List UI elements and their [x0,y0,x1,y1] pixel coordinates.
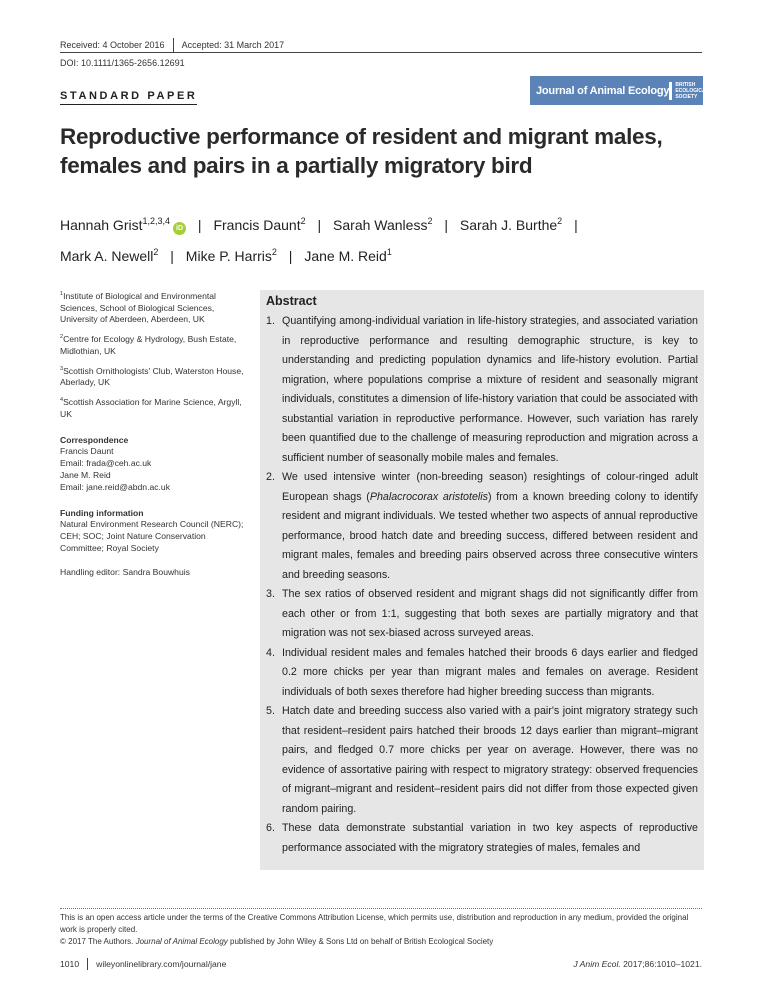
author-affiliation-ref: 1,2,3,4 [142,216,171,226]
author-name[interactable]: Sarah Wanless [333,217,428,233]
page-number: 1010 [60,959,80,969]
article-title [60,122,710,180]
society-logo-text: BRITISH ECOLOGICAL SOCIETY [675,81,709,100]
abstract-point: 5. Hatch date and breeding success also varied with a pair's joint migratory strategy such that resident–resident pairs hatched their broods 12 days earlier than migrant–migrant pairs, and fledged 0.7 more chicks per year on average. However, there was no evidence of assortative pairing with respect to migratory strategy: observed frequencies of migrant–migrant and resident–resident pairs did not differ from those expected given random pairing. [266,705,698,815]
author-name[interactable]: Sarah J. Burthe [459,217,558,233]
footer-separator [87,958,88,970]
affiliation-item: $^3$Scottish Ornithologists' Club, Waterston House, Aberlady, UK [60,365,244,388]
page-footer [60,958,702,970]
author-separator: | [317,217,322,233]
author-name[interactable]: Francis Daunt [213,217,301,233]
correspondence-email[interactable]: Email: jane.reid@abdn.ac.uk [60,481,170,492]
affiliation-item: $^4$Scottish Association for Marine Science, Argyll, UK [60,397,242,419]
date-separator [173,38,174,52]
title-line-2: females and pairs in a partially migratory bird [60,153,533,178]
abstract-box [260,290,704,870]
society-logo-mark [669,82,672,100]
author-affiliation-ref: 2 [153,247,159,257]
correspondence-heading: Correspondence [60,434,129,445]
title-line-1: Reproductive performance of resident and migrant males, [60,124,663,149]
society-logo [669,82,708,100]
orcid-icon[interactable]: iD [173,222,186,235]
correspondence-name: Jane M. Reid [60,470,111,480]
copyright-text: © 2017 The Authors. Journal of Animal Ecology published by John Wiley & Sons Ltd on behalf of British Ecological Society [60,937,494,946]
article-type: STANDARD PAPER [60,90,197,105]
correspondence-name: Francis Daunt [60,446,114,457]
journal-url[interactable]: wileyonlinelibrary.com/journal/jane [96,959,227,969]
citation: J Anim Ecol. 2017;86:1010–1021. [573,959,702,969]
header-rule [60,52,702,53]
abstract-point: 2. We used intensive winter (non-breeding season) resightings of colour-ringed adult European shags (Phalacrocorax aristotelis) from a known breeding colony to identify resident and migrant individuals. We tested whether two aspects of annual reproductive performance, brood hatch date and breeding success, differed between resident and migrant males, females and breeding pairs observed across three consecutive winters and breeding seasons. [266,471,698,581]
author-separator: | [288,248,293,264]
abstract-point: 4. Individual resident males and females hatched their broods 6 days earlier and fledged 0.2 more chicks per year than migrant males and females on average. Resident individuals of both sexes therefore had higher breeding success than migrants. [266,646,698,698]
doi[interactable]: DOI: 10.1111/1365-2656.12691 [60,58,185,68]
affiliation-item: $^2$Centre for Ecology & Hydrology, Bush Estate, Midlothian, UK [60,334,237,356]
abstract-heading: Abstract [266,294,317,308]
sidebar-info [60,289,250,579]
handling-editor: Handling editor: Sandra Bouwhuis [60,566,190,577]
author-affiliation-ref: 2 [300,216,306,226]
author-affiliation-ref: 2 [427,216,433,226]
license-footnote [60,912,702,948]
author-name[interactable]: Hannah Grist [60,217,143,233]
author-affiliation-ref: 1 [386,247,392,257]
accepted-date: Accepted: 31 March 2017 [181,40,285,50]
abstract-point: 6. These data demonstrate substantial variation in two key aspects of reproductive performance associated with the migratory strategies of males, females and [266,822,698,854]
funding-text: Natural Environment Research Council (NERC); CEH; SOC; Joint Nature Conservation Committee; Royal Society [60,519,244,553]
abstract-list [266,312,698,858]
abstract-point: 1. Quantifying among-individual variation in life-history strategies, and associated variation in reproductive performance and resulting demographic structure, is key to understanding and predicting population dynamics and life-history evolution. Partial migration, where populations comprise a mixture of resident and seasonally migrant individuals, constitutes a dimension of life-history variation that could be associated with substantial variation in reproductive performance. However, such variation has rarely been quantified due to the challenge of measuring reproduction and migration across a sufficient number of seasonally mobile males and females. [266,315,698,464]
author-separator: | [574,217,578,233]
author-list [60,208,710,270]
correspondence-email[interactable]: Email: frada@ceh.ac.uk [60,458,152,469]
journal-name: Journal of Animal Ecology [536,84,670,97]
author-name[interactable]: Mark A. Newell [60,248,154,264]
author-name[interactable]: Jane M. Reid [304,248,387,264]
author-separator: | [170,248,174,264]
abstract-point: 3. The sex ratios of observed resident and migrant shags did not significantly differ from each other or from 1:1, suggesting that both sexes are partially migratory and that migration was not sex-biased across surveyed areas. [266,588,698,639]
funding-heading: Funding information [60,507,144,518]
footer-rule [60,908,702,909]
journal-banner[interactable] [530,76,709,105]
received-date: Received: 4 October 2016 [60,40,165,50]
author-affiliation-ref: 2 [557,216,563,226]
species-name: Phalacrocorax aristotelis [369,490,489,503]
affiliation-item: $^1$Institute of Biological and Environmental Sciences, School of Biological Sciences, University of Aberdeen, Aberdeen, UK [60,290,216,325]
author-separator: | [197,217,202,233]
author-name[interactable]: Mike P. Harris [185,248,272,264]
submission-dates [60,38,284,52]
author-affiliation-ref: 2 [271,247,277,257]
author-separator: | [444,217,448,233]
license-text: This is an open access article under the terms of the Creative Commons Attribution License, which permits use, distribution and reproduction in any medium, provided the original work is properly cited. [60,913,689,934]
